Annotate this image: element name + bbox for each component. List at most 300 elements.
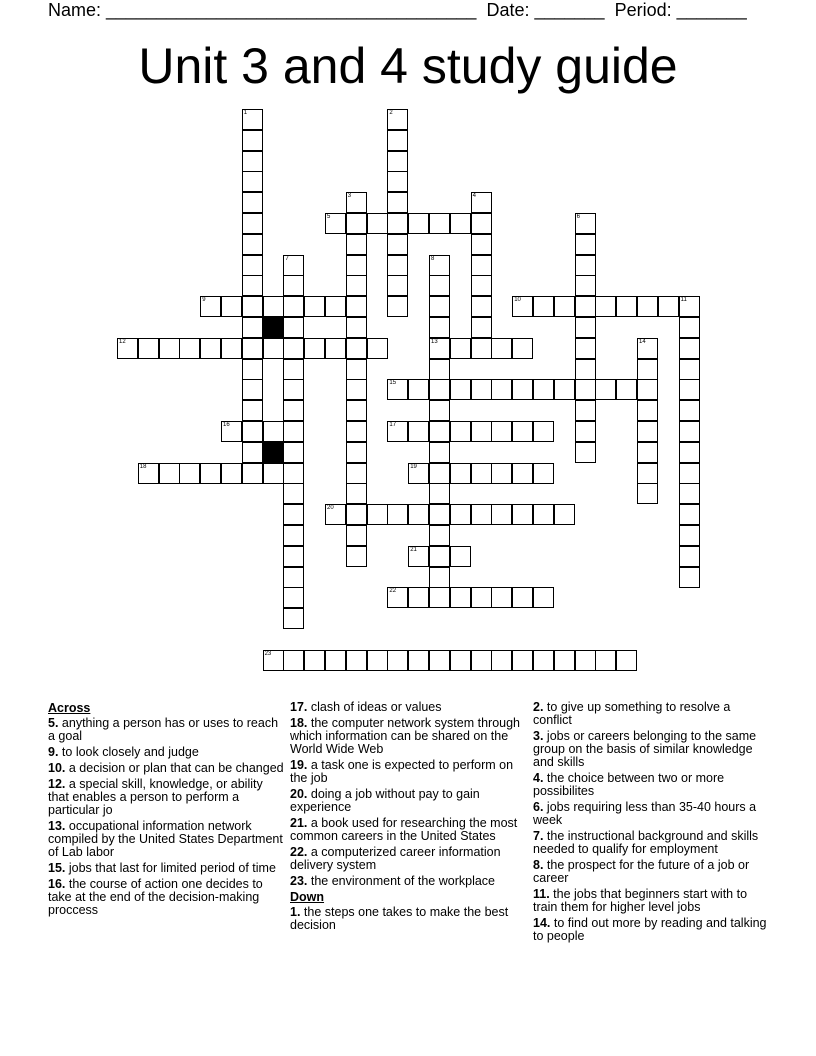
crossword-cell[interactable] <box>159 463 180 484</box>
crossword-cell[interactable] <box>471 192 492 213</box>
crossword-cell[interactable] <box>575 234 596 255</box>
crossword-cell[interactable] <box>491 379 512 400</box>
across-clue <box>48 778 284 817</box>
crossword-cell[interactable] <box>325 296 346 317</box>
down-clue <box>290 906 520 932</box>
crossword-cell[interactable] <box>595 650 616 671</box>
crossword-cell[interactable] <box>429 400 450 421</box>
crossword-cell[interactable] <box>679 483 700 504</box>
crossword-cell[interactable] <box>346 338 367 359</box>
crossword-cell[interactable] <box>471 317 492 338</box>
crossword-cell[interactable] <box>283 504 304 525</box>
across-clue <box>48 820 284 859</box>
crossword-cell[interactable] <box>679 421 700 442</box>
crossword-cell[interactable] <box>554 379 575 400</box>
across-clue <box>290 717 520 756</box>
cell-number: 22 <box>389 588 397 595</box>
crossword-cell[interactable] <box>117 338 138 359</box>
crossword-cell[interactable] <box>325 338 346 359</box>
cell-number: 6 <box>576 214 580 220</box>
crossword-cell[interactable] <box>408 546 429 567</box>
across-clue <box>48 746 284 759</box>
crossword-cell[interactable] <box>387 504 408 525</box>
clue-number: 16. <box>48 877 66 891</box>
cell-number: 20 <box>327 505 334 512</box>
crossword-cell[interactable] <box>242 234 263 255</box>
crossword-cell[interactable] <box>408 650 429 671</box>
crossword-cell[interactable] <box>429 296 450 317</box>
crossword-cell[interactable] <box>679 400 700 421</box>
page-title: Unit 3 and 4 study guide <box>138 38 678 94</box>
crossword-cell[interactable] <box>512 504 533 525</box>
across-clue <box>48 862 284 875</box>
crossword-cell[interactable] <box>533 587 554 608</box>
down-clue <box>533 917 769 943</box>
crossword-cell[interactable] <box>346 483 367 504</box>
crossword-cell[interactable] <box>637 359 658 380</box>
crossword-cell[interactable] <box>429 504 450 525</box>
crossword-cell[interactable] <box>575 379 596 400</box>
crossword-cell[interactable] <box>346 525 367 546</box>
crossword-cell[interactable] <box>221 421 242 442</box>
crossword-cell[interactable] <box>512 379 533 400</box>
clue-number: 4. <box>533 771 544 785</box>
crossword-cell[interactable] <box>637 442 658 463</box>
crossword-cell[interactable] <box>387 151 408 172</box>
crossword-cell[interactable] <box>429 587 450 608</box>
crossword-cell[interactable] <box>283 379 304 400</box>
crossword-cell[interactable] <box>283 400 304 421</box>
across-clue <box>48 762 284 775</box>
clue-text: the jobs that beginners start with to train them for higher level jobs <box>533 887 748 914</box>
crossword-cell[interactable] <box>263 296 284 317</box>
period-field[interactable]: _______ <box>676 0 747 20</box>
crossword-cell[interactable] <box>346 463 367 484</box>
across-clue <box>48 878 284 917</box>
crossword-cell[interactable] <box>575 255 596 276</box>
crossword-cell[interactable] <box>471 255 492 276</box>
crossword-cell[interactable] <box>471 338 492 359</box>
crossword-cell[interactable] <box>346 317 367 338</box>
crossword-cell[interactable] <box>283 338 304 359</box>
crossword-cell[interactable] <box>512 650 533 671</box>
crossword-cell[interactable] <box>450 546 471 567</box>
crossword-cell[interactable] <box>242 463 263 484</box>
crossword-cell[interactable] <box>491 650 512 671</box>
crossword-cell[interactable] <box>387 379 408 400</box>
name-field[interactable]: _____________________________________ <box>106 0 477 20</box>
down-heading: Down <box>290 890 325 904</box>
crossword-cell[interactable] <box>200 338 221 359</box>
crossword-cell[interactable] <box>491 504 512 525</box>
cell-number: 18 <box>139 463 147 470</box>
cell-number: 13 <box>431 338 438 345</box>
crossword-cell[interactable] <box>200 296 221 317</box>
clue-text: occupational information network compiled by the United States Department of Lab labor <box>48 819 283 859</box>
crossword-cell[interactable] <box>304 296 325 317</box>
crossword-cell[interactable] <box>450 463 471 484</box>
crossword-cell[interactable] <box>304 650 325 671</box>
crossword-cell[interactable] <box>346 255 367 276</box>
cell-number: 2 <box>389 110 393 116</box>
crossword-cell[interactable] <box>242 151 263 172</box>
crossword-cell[interactable] <box>575 442 596 463</box>
crossword-cell[interactable] <box>429 338 450 359</box>
crossword-cell[interactable] <box>450 421 471 442</box>
crossword-cell[interactable] <box>242 400 263 421</box>
clue-number: 9. <box>48 745 59 759</box>
crossword-cell[interactable] <box>242 379 263 400</box>
crossword-cell[interactable] <box>242 421 263 442</box>
down-clue <box>533 701 769 727</box>
clue-number: 19. <box>290 758 308 772</box>
crossword-cell[interactable] <box>679 317 700 338</box>
crossword-cell[interactable] <box>533 504 554 525</box>
crossword-cell[interactable] <box>242 359 263 380</box>
crossword-cell[interactable] <box>387 192 408 213</box>
crossword-cell[interactable] <box>491 421 512 442</box>
crossword-cell[interactable] <box>533 463 554 484</box>
crossword-cell[interactable] <box>491 463 512 484</box>
crossword-cell[interactable] <box>242 275 263 296</box>
clue-number: 18. <box>290 716 308 730</box>
clue-text: clash of ideas or values <box>310 700 442 714</box>
crossword-cell[interactable] <box>387 296 408 317</box>
period-label: Period: <box>614 0 677 20</box>
clue-number: 13. <box>48 819 66 833</box>
crossword-cell[interactable] <box>263 421 284 442</box>
crossword-cell[interactable] <box>575 338 596 359</box>
across-clue <box>48 717 284 743</box>
crossword-cell[interactable] <box>471 587 492 608</box>
clue-number: 3. <box>533 729 544 743</box>
crossword-cell[interactable] <box>242 317 263 338</box>
crossword-cell[interactable] <box>242 130 263 151</box>
crossword-cell[interactable] <box>533 650 554 671</box>
crossword-cell[interactable] <box>242 171 263 192</box>
crossword-cell[interactable] <box>679 463 700 484</box>
down-clue <box>533 830 769 856</box>
crossword-cell[interactable] <box>429 213 450 234</box>
crossword-cell[interactable] <box>533 421 554 442</box>
crossword-cell[interactable] <box>346 546 367 567</box>
crossword-cell[interactable] <box>346 213 367 234</box>
crossword-cell[interactable] <box>429 463 450 484</box>
clue-text: the instructional background and skills needed to qualify for employment <box>533 829 759 856</box>
crossword-cell[interactable] <box>471 463 492 484</box>
cell-number: 19 <box>410 463 417 470</box>
crossword-cell[interactable] <box>575 650 596 671</box>
crossword-cell[interactable] <box>450 650 471 671</box>
crossword-cell[interactable] <box>595 379 616 400</box>
crossword-cell[interactable] <box>429 483 450 504</box>
crossword-cell[interactable] <box>429 255 450 276</box>
cell-number: 17 <box>389 422 397 428</box>
date-field[interactable]: _______ <box>534 0 605 20</box>
crossword-cell[interactable] <box>387 109 408 130</box>
crossword-cell[interactable] <box>595 296 616 317</box>
crossword-cell[interactable] <box>283 317 304 338</box>
clue-number: 12. <box>48 777 66 791</box>
crossword-cell[interactable] <box>512 463 533 484</box>
crossword-cell[interactable] <box>575 421 596 442</box>
crossword-cell[interactable] <box>200 463 221 484</box>
crossword-cell[interactable] <box>512 296 533 317</box>
crossword-cell[interactable] <box>325 650 346 671</box>
cell-number: 15 <box>389 380 397 387</box>
crossword-cell[interactable] <box>637 379 658 400</box>
across-clue <box>290 701 520 714</box>
crossword-cell[interactable] <box>387 171 408 192</box>
crossword-cell[interactable] <box>429 567 450 588</box>
clue-number: 6. <box>533 800 544 814</box>
clue-text: a book used for researching the most common careers in the United States <box>290 816 518 843</box>
crossword-cell[interactable] <box>471 650 492 671</box>
crossword-cell[interactable] <box>679 442 700 463</box>
crossword-cell[interactable] <box>533 296 554 317</box>
crossword-cell[interactable] <box>491 587 512 608</box>
crossword-cell[interactable] <box>242 109 263 130</box>
crossword-cell[interactable] <box>346 400 367 421</box>
crossword-cell[interactable] <box>367 650 388 671</box>
crossword-cell[interactable] <box>429 359 450 380</box>
crossword-cell[interactable] <box>429 275 450 296</box>
crossword-cell[interactable] <box>679 567 700 588</box>
crossword-cell[interactable] <box>346 234 367 255</box>
crossword-cell[interactable] <box>471 275 492 296</box>
crossword-cell[interactable] <box>408 463 429 484</box>
clue-text: a task one is expected to perform on the job <box>290 758 514 785</box>
crossword-cell[interactable] <box>221 296 242 317</box>
clue-text: doing a job without pay to gain experience <box>290 787 480 814</box>
clue-text: a decision or plan that can be changed <box>68 761 284 775</box>
crossword-cell[interactable] <box>637 338 658 359</box>
crossword-cell[interactable] <box>387 650 408 671</box>
crossword-cell[interactable] <box>471 379 492 400</box>
crossword-cell[interactable] <box>512 421 533 442</box>
crossword-cell[interactable] <box>471 213 492 234</box>
crossword-cell[interactable] <box>450 338 471 359</box>
crossword-cell[interactable] <box>429 650 450 671</box>
cell-number: 4 <box>472 193 476 200</box>
crossword-cell[interactable] <box>387 130 408 151</box>
crossword-cell[interactable] <box>263 338 284 359</box>
crossword-cell[interactable] <box>471 296 492 317</box>
crossword-cell[interactable] <box>346 650 367 671</box>
crossword-cell[interactable] <box>575 317 596 338</box>
crossword-cell[interactable] <box>637 296 658 317</box>
clue-number: 7. <box>533 829 544 843</box>
crossword-cell[interactable] <box>367 338 388 359</box>
crossword-cell[interactable] <box>159 338 180 359</box>
crossword-cell[interactable] <box>283 421 304 442</box>
crossword-cell[interactable] <box>491 338 512 359</box>
clue-text: the choice between two or more possibilites <box>533 771 725 798</box>
crossword-cell[interactable] <box>408 421 429 442</box>
clue-number: 21. <box>290 816 308 830</box>
crossword-cell[interactable] <box>283 483 304 504</box>
crossword-cell[interactable] <box>283 525 304 546</box>
across-clue <box>290 817 520 843</box>
crossword-cell[interactable] <box>346 379 367 400</box>
crossword-cell[interactable] <box>429 421 450 442</box>
crossword-cell[interactable] <box>575 400 596 421</box>
crossword-cell[interactable] <box>179 338 200 359</box>
crossword-cell[interactable] <box>283 275 304 296</box>
crossword-cell[interactable] <box>637 400 658 421</box>
crossword-cell[interactable] <box>283 463 304 484</box>
crossword-cell[interactable] <box>512 338 533 359</box>
crossword-cell[interactable] <box>554 650 575 671</box>
crossword-cell[interactable] <box>554 504 575 525</box>
crossword-cell[interactable] <box>679 525 700 546</box>
clue-text: to look closely and judge <box>61 745 199 759</box>
crossword-cell[interactable] <box>346 192 367 213</box>
crossword-cell[interactable] <box>387 234 408 255</box>
crossword-cell[interactable] <box>346 504 367 525</box>
crossword-cell[interactable] <box>346 275 367 296</box>
crossword-cell[interactable] <box>387 213 408 234</box>
clue-text: to give up something to resolve a conflict <box>533 700 731 727</box>
crossword-cell[interactable] <box>283 255 304 276</box>
crossword-cell[interactable] <box>242 338 263 359</box>
crossword-cell[interactable] <box>679 296 700 317</box>
crossword-cell[interactable] <box>387 421 408 442</box>
crossword-cell[interactable] <box>387 587 408 608</box>
crossword-cell[interactable] <box>304 338 325 359</box>
crossword-cell[interactable] <box>450 379 471 400</box>
crossword-cell[interactable] <box>616 379 637 400</box>
crossword-cell[interactable] <box>283 567 304 588</box>
crossword-cell[interactable] <box>283 546 304 567</box>
clues-column-3 <box>533 701 769 946</box>
crossword-cell[interactable] <box>450 587 471 608</box>
crossword-cell[interactable] <box>138 338 159 359</box>
cell-number: 7 <box>285 255 289 262</box>
clue-text: jobs that last for limited period of time <box>68 861 276 875</box>
crossword-cell[interactable] <box>346 421 367 442</box>
crossword-cell[interactable] <box>471 421 492 442</box>
crossword-cell[interactable] <box>429 525 450 546</box>
crossword-cell[interactable] <box>283 442 304 463</box>
crossword-cell[interactable] <box>679 359 700 380</box>
crossword-cell[interactable] <box>346 296 367 317</box>
crossword-cell[interactable] <box>283 296 304 317</box>
crossword-cell[interactable] <box>242 213 263 234</box>
crossword-cell[interactable] <box>450 504 471 525</box>
clue-text: the environment of the workplace <box>310 874 496 888</box>
crossword-cell[interactable] <box>575 275 596 296</box>
clue-text: anything a person has or uses to reach a goal <box>48 716 279 743</box>
crossword-cell[interactable] <box>679 338 700 359</box>
crossword-cell[interactable] <box>471 234 492 255</box>
crossword-cell[interactable] <box>387 255 408 276</box>
crossword-cell[interactable] <box>575 213 596 234</box>
crossword-cell[interactable] <box>263 463 284 484</box>
clue-text: a special skill, knowledge, or ability that enables a person to perform a particular jo <box>48 777 263 817</box>
crossword-cell[interactable] <box>367 504 388 525</box>
crossword-cell[interactable] <box>533 379 554 400</box>
crossword-cell[interactable] <box>325 504 346 525</box>
crossword-cell[interactable] <box>283 650 304 671</box>
cell-number: 16 <box>223 422 230 428</box>
crossword-cell[interactable] <box>221 338 242 359</box>
across-clue <box>290 759 520 785</box>
crossword-cell[interactable] <box>575 359 596 380</box>
crossword-cell[interactable] <box>575 296 596 317</box>
crossword-cell[interactable] <box>346 359 367 380</box>
crossword-cell[interactable] <box>263 650 284 671</box>
crossword-cell[interactable] <box>408 587 429 608</box>
crossword-cell[interactable] <box>637 483 658 504</box>
cell-number: 23 <box>264 650 272 657</box>
crossword-cell[interactable] <box>429 442 450 463</box>
clue-text: the prospect for the future of a job or career <box>533 858 750 885</box>
crossword-cell[interactable] <box>512 587 533 608</box>
clue-number: 8. <box>533 858 544 872</box>
crossword-cell[interactable] <box>637 421 658 442</box>
crossword-cell[interactable] <box>450 213 471 234</box>
crossword-cell[interactable] <box>429 379 450 400</box>
crossword-cell[interactable] <box>242 192 263 213</box>
crossword-cell[interactable] <box>387 275 408 296</box>
crossword-cell[interactable] <box>283 587 304 608</box>
crossword-cell[interactable] <box>679 379 700 400</box>
cell-number: 9 <box>202 297 206 304</box>
clue-text: the computer network system through which information can be shared on the World Wide Web <box>290 716 520 756</box>
crossword-cell[interactable] <box>616 296 637 317</box>
cell-number: 10 <box>514 297 521 304</box>
crossword-cell[interactable] <box>221 463 242 484</box>
cell-number: 12 <box>119 338 126 345</box>
clues-column-1 <box>48 701 284 920</box>
crossword-cell[interactable] <box>179 463 200 484</box>
crossword-cell[interactable] <box>408 504 429 525</box>
cell-number: 3 <box>347 193 352 200</box>
down-clue <box>533 730 769 769</box>
crossword-cell[interactable] <box>429 317 450 338</box>
crossword-cell[interactable] <box>346 442 367 463</box>
crossword-cell[interactable] <box>429 546 450 567</box>
clue-text: jobs requiring less than 35-40 hours a week <box>533 800 757 827</box>
across-heading: Across <box>48 701 91 715</box>
crossword-cell[interactable] <box>283 608 304 629</box>
crossword-cell[interactable] <box>554 296 575 317</box>
across-clue <box>290 875 520 888</box>
crossword-black-cell <box>263 317 284 338</box>
crossword-cell[interactable] <box>242 296 263 317</box>
crossword-cell[interactable] <box>325 213 346 234</box>
crossword-cell[interactable] <box>138 463 159 484</box>
crossword-cell[interactable] <box>242 255 263 276</box>
crossword-cell[interactable] <box>658 296 679 317</box>
crossword-cell[interactable] <box>242 442 263 463</box>
crossword-cell[interactable] <box>616 650 637 671</box>
crossword-cell[interactable] <box>408 379 429 400</box>
crossword-cell[interactable] <box>679 546 700 567</box>
down-clue <box>533 888 769 914</box>
clue-number: 2. <box>533 700 544 714</box>
crossword-cell[interactable] <box>408 213 429 234</box>
crossword-black-cell <box>263 442 284 463</box>
crossword-cell[interactable] <box>637 463 658 484</box>
crossword-cell[interactable] <box>679 504 700 525</box>
crossword-cell[interactable] <box>283 359 304 380</box>
clue-number: 11. <box>533 887 550 901</box>
crossword-cell[interactable] <box>367 213 388 234</box>
cell-number: 11 <box>680 297 687 304</box>
crossword-cell[interactable] <box>471 504 492 525</box>
